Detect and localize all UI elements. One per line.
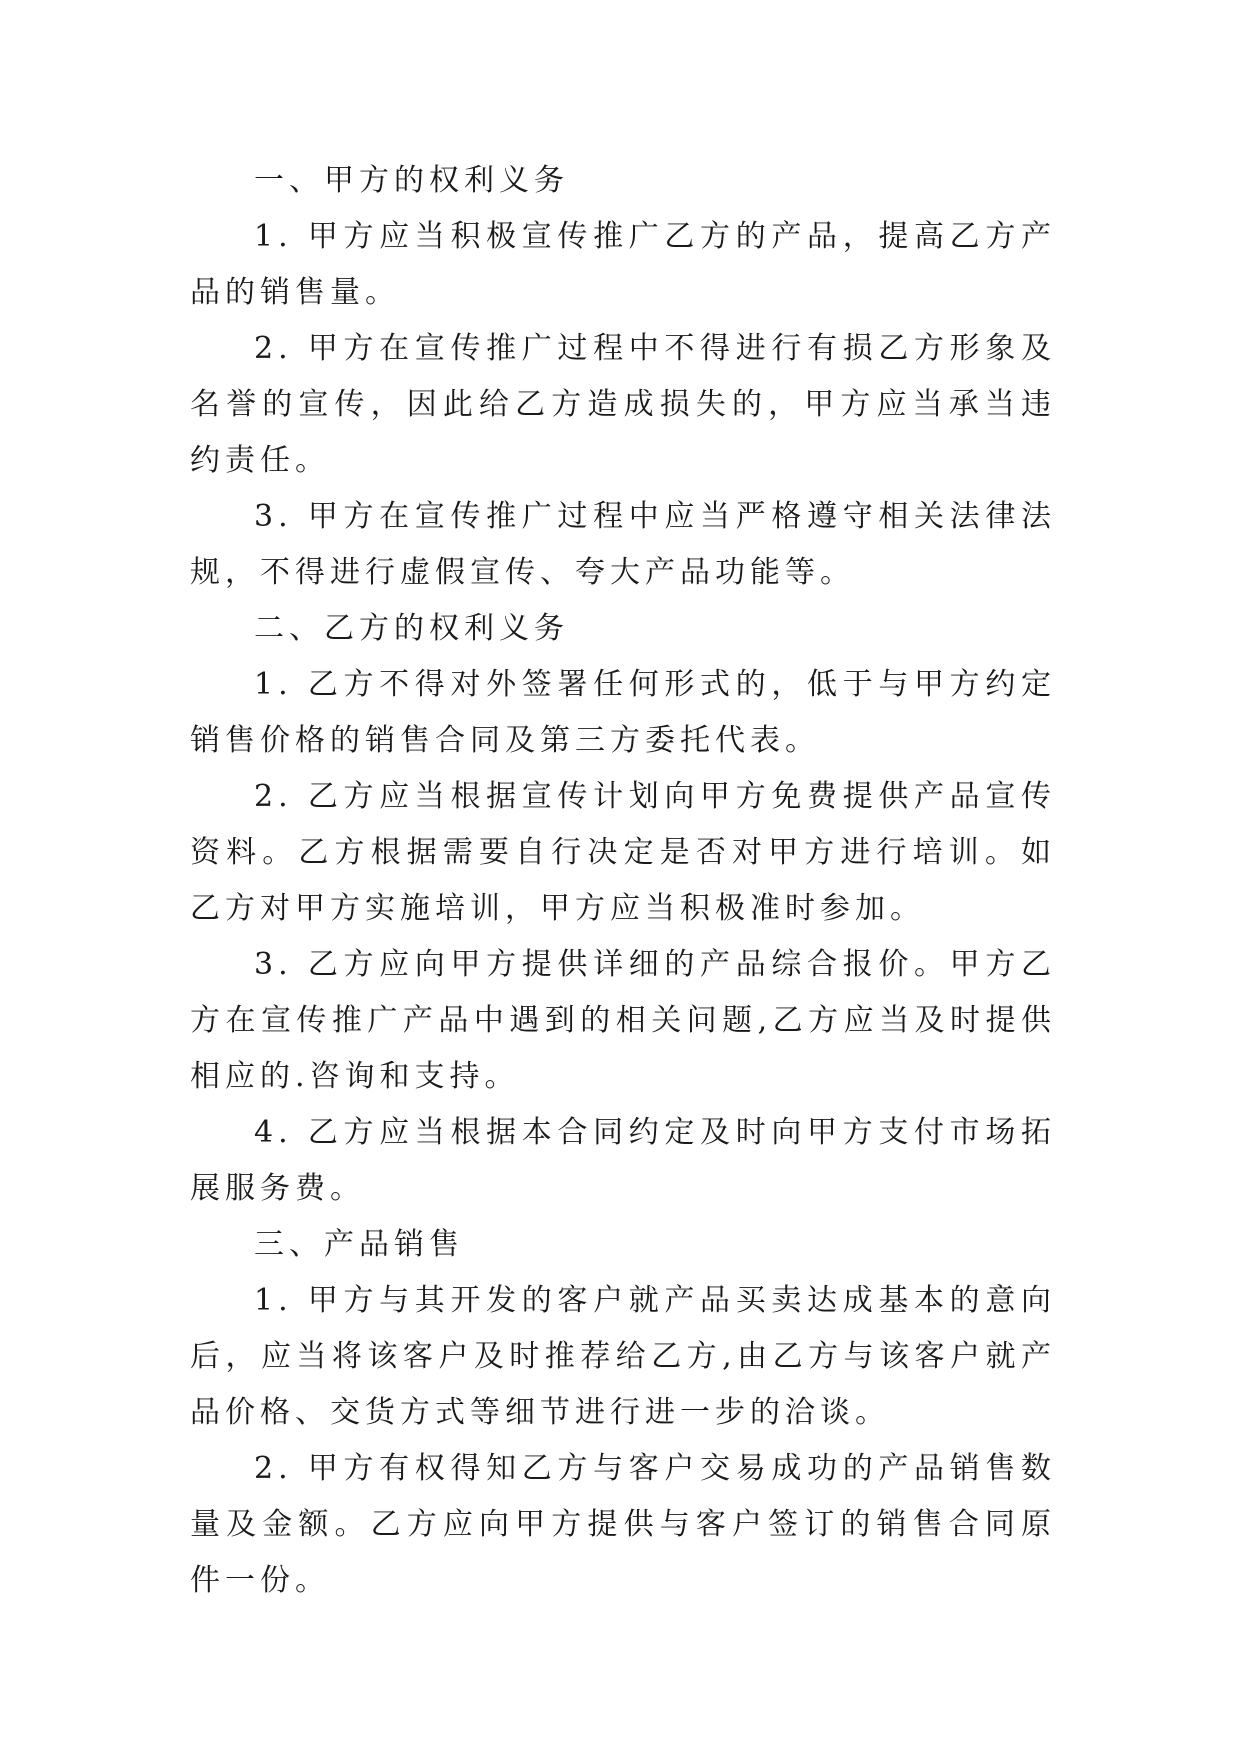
section-heading-2: 二、乙方的权利义务 [254,611,569,646]
clause-2-4: 4. 乙方应当根据本合同约定及时向甲方支付市场拓展服务费。 [190,1115,1056,1206]
clause-1-3: 3. 甲方在宣传推广过程中应当严格遵守相关法律法规，不得进行虚假宣传、夸大产品功能等。 [190,499,1056,590]
section-heading-3: 三、产品销售 [254,1227,464,1262]
clause-2-3: 3. 乙方应向甲方提供详细的产品综合报价。甲方乙方在宣传推广产品中遇到的相关问题,乙方应当及时提供相应的.咨询和支持。 [190,947,1056,1094]
clause-2-2: 2. 乙方应当根据宣传计划向甲方免费提供产品宣传资料。乙方根据需要自行决定是否对甲方进行培训。如乙方对甲方实施培训，甲方应当积极准时参加。 [190,779,1056,926]
section-heading-1: 一、甲方的权利义务 [254,163,569,198]
clause-3-1: 1. 甲方与其开发的客户就产品买卖达成基本的意向后，应当将该客户及时推荐给乙方,由乙方与该客户就产品价格、交货方式等细节进行进一步的洽谈。 [190,1283,1056,1430]
clause-2-1: 1. 乙方不得对外签署任何形式的，低于与甲方约定销售价格的销售合同及第三方委托代表。 [190,667,1056,758]
clause-3-2: 2. 甲方有权得知乙方与客户交易成功的产品销售数量及金额。乙方应向甲方提供与客户签订的销售合同原件一份。 [190,1451,1056,1598]
clause-1-2: 2. 甲方在宣传推广过程中不得进行有损乙方形象及名誉的宣传，因此给乙方造成损失的，甲方应当承当违约责任。 [190,331,1056,478]
clause-1-1: 1. 甲方应当积极宣传推广乙方的产品，提高乙方产品的销售量。 [190,219,1056,310]
document-body [190,153,1056,1609]
